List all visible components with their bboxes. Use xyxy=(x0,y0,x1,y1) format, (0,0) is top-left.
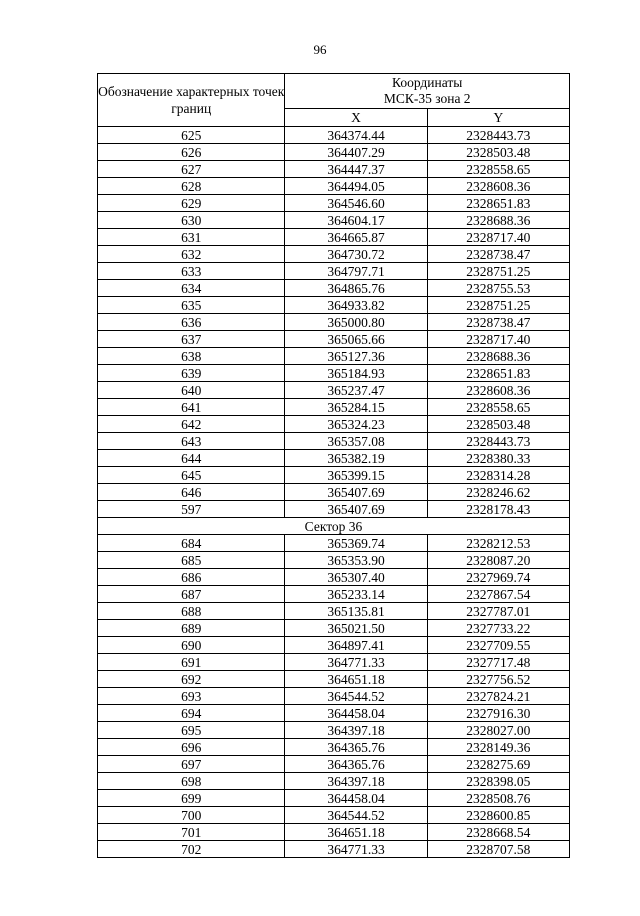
point-number-cell: 635 xyxy=(98,297,285,314)
point-number-cell: 692 xyxy=(98,671,285,688)
section-title: Сектор 36 xyxy=(98,518,570,535)
y-coordinate-cell: 2328027.00 xyxy=(427,722,569,739)
y-coordinate-cell: 2328398.05 xyxy=(427,773,569,790)
point-number-cell: 628 xyxy=(98,178,285,195)
table-row xyxy=(98,535,570,552)
point-number-cell: 629 xyxy=(98,195,285,212)
table-row xyxy=(98,484,570,501)
point-number-cell: 632 xyxy=(98,246,285,263)
table-row xyxy=(98,705,570,722)
y-coordinate-cell: 2328149.36 xyxy=(427,739,569,756)
table-row xyxy=(98,365,570,382)
point-number-cell: 640 xyxy=(98,382,285,399)
x-coordinate-cell: 365021.50 xyxy=(285,620,427,637)
point-number-cell: 697 xyxy=(98,756,285,773)
x-coordinate-cell: 365065.66 xyxy=(285,331,427,348)
point-number-cell: 687 xyxy=(98,586,285,603)
y-coordinate-cell: 2328087.20 xyxy=(427,552,569,569)
table-row xyxy=(98,382,570,399)
y-coordinate-cell: 2328668.54 xyxy=(427,824,569,841)
point-number-cell: 695 xyxy=(98,722,285,739)
x-coordinate-cell: 364665.87 xyxy=(285,229,427,246)
table-row xyxy=(98,178,570,195)
y-coordinate-cell: 2328443.73 xyxy=(427,127,569,144)
point-number-cell: 634 xyxy=(98,280,285,297)
y-coordinate-cell: 2327709.55 xyxy=(427,637,569,654)
table-row xyxy=(98,722,570,739)
x-coordinate-cell: 365357.08 xyxy=(285,433,427,450)
table-row xyxy=(98,569,570,586)
y-coordinate-cell: 2328608.36 xyxy=(427,178,569,195)
point-number-cell: 630 xyxy=(98,212,285,229)
y-coordinate-cell: 2328651.83 xyxy=(427,195,569,212)
table-row xyxy=(98,501,570,518)
x-coordinate-cell: 365369.74 xyxy=(285,535,427,552)
page-number: 96 xyxy=(313,42,327,57)
point-number-cell: 698 xyxy=(98,773,285,790)
table-row xyxy=(98,144,570,161)
x-coordinate-cell: 364458.04 xyxy=(285,705,427,722)
x-coordinate-cell: 365233.14 xyxy=(285,586,427,603)
y-coordinate-cell: 2327867.54 xyxy=(427,586,569,603)
point-number-cell: 641 xyxy=(98,399,285,416)
x-coordinate-cell: 365353.90 xyxy=(285,552,427,569)
table-row xyxy=(98,654,570,671)
table-row xyxy=(98,756,570,773)
y-coordinate-cell: 2328558.65 xyxy=(427,161,569,178)
table-row xyxy=(98,331,570,348)
table-row xyxy=(98,195,570,212)
x-coordinate-cell: 365407.69 xyxy=(285,501,427,518)
table-row xyxy=(98,433,570,450)
y-coordinate-cell: 2328314.28 xyxy=(427,467,569,484)
x-coordinate-cell: 364771.33 xyxy=(285,654,427,671)
x-coordinate-cell: 364604.17 xyxy=(285,212,427,229)
y-coordinate-cell: 2328503.48 xyxy=(427,416,569,433)
x-coordinate-cell: 364397.18 xyxy=(285,722,427,739)
table-row xyxy=(98,671,570,688)
table-row xyxy=(98,212,570,229)
point-designation-header: Обозначение характерных точек границ xyxy=(98,74,285,127)
table-row xyxy=(98,127,570,144)
table-row xyxy=(98,841,570,858)
point-number-cell: 638 xyxy=(98,348,285,365)
point-number-cell: 625 xyxy=(98,127,285,144)
x-coordinate-cell: 365184.93 xyxy=(285,365,427,382)
x-coordinate-cell: 365284.15 xyxy=(285,399,427,416)
x-coordinate-cell: 364544.52 xyxy=(285,807,427,824)
coordinates-table xyxy=(97,73,570,858)
table-row xyxy=(98,297,570,314)
point-number-cell: 701 xyxy=(98,824,285,841)
table-row xyxy=(98,246,570,263)
y-coordinate-cell: 2328503.48 xyxy=(427,144,569,161)
y-coordinate-cell: 2327733.22 xyxy=(427,620,569,637)
y-coordinate-cell: 2328755.53 xyxy=(427,280,569,297)
point-number-cell: 626 xyxy=(98,144,285,161)
point-number-cell: 637 xyxy=(98,331,285,348)
point-number-cell: 642 xyxy=(98,416,285,433)
y-coordinate-cell: 2327969.74 xyxy=(427,569,569,586)
table-header xyxy=(98,74,570,127)
y-coordinate-cell: 2327916.30 xyxy=(427,705,569,722)
x-coordinate-cell: 364447.37 xyxy=(285,161,427,178)
y-coordinate-cell: 2328651.83 xyxy=(427,365,569,382)
y-coordinate-cell: 2328380.33 xyxy=(427,450,569,467)
point-number-cell: 639 xyxy=(98,365,285,382)
point-number-cell: 644 xyxy=(98,450,285,467)
point-number-cell: 636 xyxy=(98,314,285,331)
point-number-cell: 690 xyxy=(98,637,285,654)
y-coordinate-cell: 2328707.58 xyxy=(427,841,569,858)
table-row xyxy=(98,773,570,790)
y-coordinate-cell: 2327787.01 xyxy=(427,603,569,620)
point-number-cell: 685 xyxy=(98,552,285,569)
table-row xyxy=(98,467,570,484)
table-row xyxy=(98,229,570,246)
x-coordinate-cell: 364407.29 xyxy=(285,144,427,161)
table-row xyxy=(98,739,570,756)
x-coordinate-cell: 364730.72 xyxy=(285,246,427,263)
point-number-cell: 702 xyxy=(98,841,285,858)
x-coordinate-cell: 365407.69 xyxy=(285,484,427,501)
table-row xyxy=(98,161,570,178)
table-row xyxy=(98,314,570,331)
x-coordinate-cell: 364546.60 xyxy=(285,195,427,212)
table-body xyxy=(98,127,570,858)
point-number-cell: 646 xyxy=(98,484,285,501)
table-row xyxy=(98,280,570,297)
x-coordinate-cell: 365127.36 xyxy=(285,348,427,365)
y-coordinate-cell: 2328688.36 xyxy=(427,212,569,229)
x-coordinate-cell: 364544.52 xyxy=(285,688,427,705)
x-column-header: X xyxy=(285,109,427,127)
table-row xyxy=(98,586,570,603)
x-coordinate-cell: 365237.47 xyxy=(285,382,427,399)
table-row xyxy=(98,807,570,824)
y-coordinate-cell: 2327756.52 xyxy=(427,671,569,688)
coordinates-header xyxy=(285,74,570,109)
point-number-cell: 645 xyxy=(98,467,285,484)
x-coordinate-cell: 364494.05 xyxy=(285,178,427,195)
y-coordinate-cell: 2328738.47 xyxy=(427,246,569,263)
table-row xyxy=(98,620,570,637)
x-coordinate-cell: 364365.76 xyxy=(285,739,427,756)
table-row xyxy=(98,450,570,467)
table-row xyxy=(98,348,570,365)
y-coordinate-cell: 2328688.36 xyxy=(427,348,569,365)
x-coordinate-cell: 365382.19 xyxy=(285,450,427,467)
point-number-cell: 696 xyxy=(98,739,285,756)
table-row xyxy=(98,416,570,433)
x-coordinate-cell: 364651.18 xyxy=(285,671,427,688)
x-coordinate-cell: 365307.40 xyxy=(285,569,427,586)
point-number-cell: 633 xyxy=(98,263,285,280)
table-row xyxy=(98,263,570,280)
x-coordinate-cell: 364897.41 xyxy=(285,637,427,654)
point-number-cell: 699 xyxy=(98,790,285,807)
x-coordinate-cell: 364771.33 xyxy=(285,841,427,858)
x-coordinate-cell: 364365.76 xyxy=(285,756,427,773)
point-number-cell: 694 xyxy=(98,705,285,722)
x-coordinate-cell: 364374.44 xyxy=(285,127,427,144)
point-number-cell: 688 xyxy=(98,603,285,620)
y-column-header: Y xyxy=(427,109,569,127)
point-number-cell: 631 xyxy=(98,229,285,246)
coordinates-header-title: Координаты xyxy=(392,75,463,90)
point-number-cell: 686 xyxy=(98,569,285,586)
x-coordinate-cell: 364797.71 xyxy=(285,263,427,280)
table-row xyxy=(98,790,570,807)
x-coordinate-cell: 365135.81 xyxy=(285,603,427,620)
x-coordinate-cell: 364397.18 xyxy=(285,773,427,790)
y-coordinate-cell: 2328608.36 xyxy=(427,382,569,399)
point-number-cell: 691 xyxy=(98,654,285,671)
table-row xyxy=(98,637,570,654)
y-coordinate-cell: 2328558.65 xyxy=(427,399,569,416)
table-row xyxy=(98,552,570,569)
coordinates-header-system: МСК-35 зона 2 xyxy=(383,91,471,106)
y-coordinate-cell: 2328275.69 xyxy=(427,756,569,773)
x-coordinate-cell: 364865.76 xyxy=(285,280,427,297)
section-row xyxy=(98,518,570,535)
x-coordinate-cell: 364651.18 xyxy=(285,824,427,841)
point-number-cell: 693 xyxy=(98,688,285,705)
point-number-cell: 643 xyxy=(98,433,285,450)
y-coordinate-cell: 2327824.21 xyxy=(427,688,569,705)
y-coordinate-cell: 2328443.73 xyxy=(427,433,569,450)
y-coordinate-cell: 2328751.25 xyxy=(427,263,569,280)
table-row xyxy=(98,399,570,416)
point-number-cell: 700 xyxy=(98,807,285,824)
point-number-cell: 597 xyxy=(98,501,285,518)
x-coordinate-cell: 365000.80 xyxy=(285,314,427,331)
table-row xyxy=(98,603,570,620)
y-coordinate-cell: 2327717.48 xyxy=(427,654,569,671)
y-coordinate-cell: 2328717.40 xyxy=(427,229,569,246)
y-coordinate-cell: 2328246.62 xyxy=(427,484,569,501)
y-coordinate-cell: 2328600.85 xyxy=(427,807,569,824)
x-coordinate-cell: 365324.23 xyxy=(285,416,427,433)
y-coordinate-cell: 2328717.40 xyxy=(427,331,569,348)
x-coordinate-cell: 365399.15 xyxy=(285,467,427,484)
point-number-cell: 684 xyxy=(98,535,285,552)
y-coordinate-cell: 2328178.43 xyxy=(427,501,569,518)
x-coordinate-cell: 364933.82 xyxy=(285,297,427,314)
table-row xyxy=(98,824,570,841)
table-row xyxy=(98,688,570,705)
x-coordinate-cell: 364458.04 xyxy=(285,790,427,807)
y-coordinate-cell: 2328751.25 xyxy=(427,297,569,314)
header-row-top xyxy=(98,74,570,109)
y-coordinate-cell: 2328738.47 xyxy=(427,314,569,331)
point-number-cell: 627 xyxy=(98,161,285,178)
y-coordinate-cell: 2328508.76 xyxy=(427,790,569,807)
point-number-cell: 689 xyxy=(98,620,285,637)
y-coordinate-cell: 2328212.53 xyxy=(427,535,569,552)
